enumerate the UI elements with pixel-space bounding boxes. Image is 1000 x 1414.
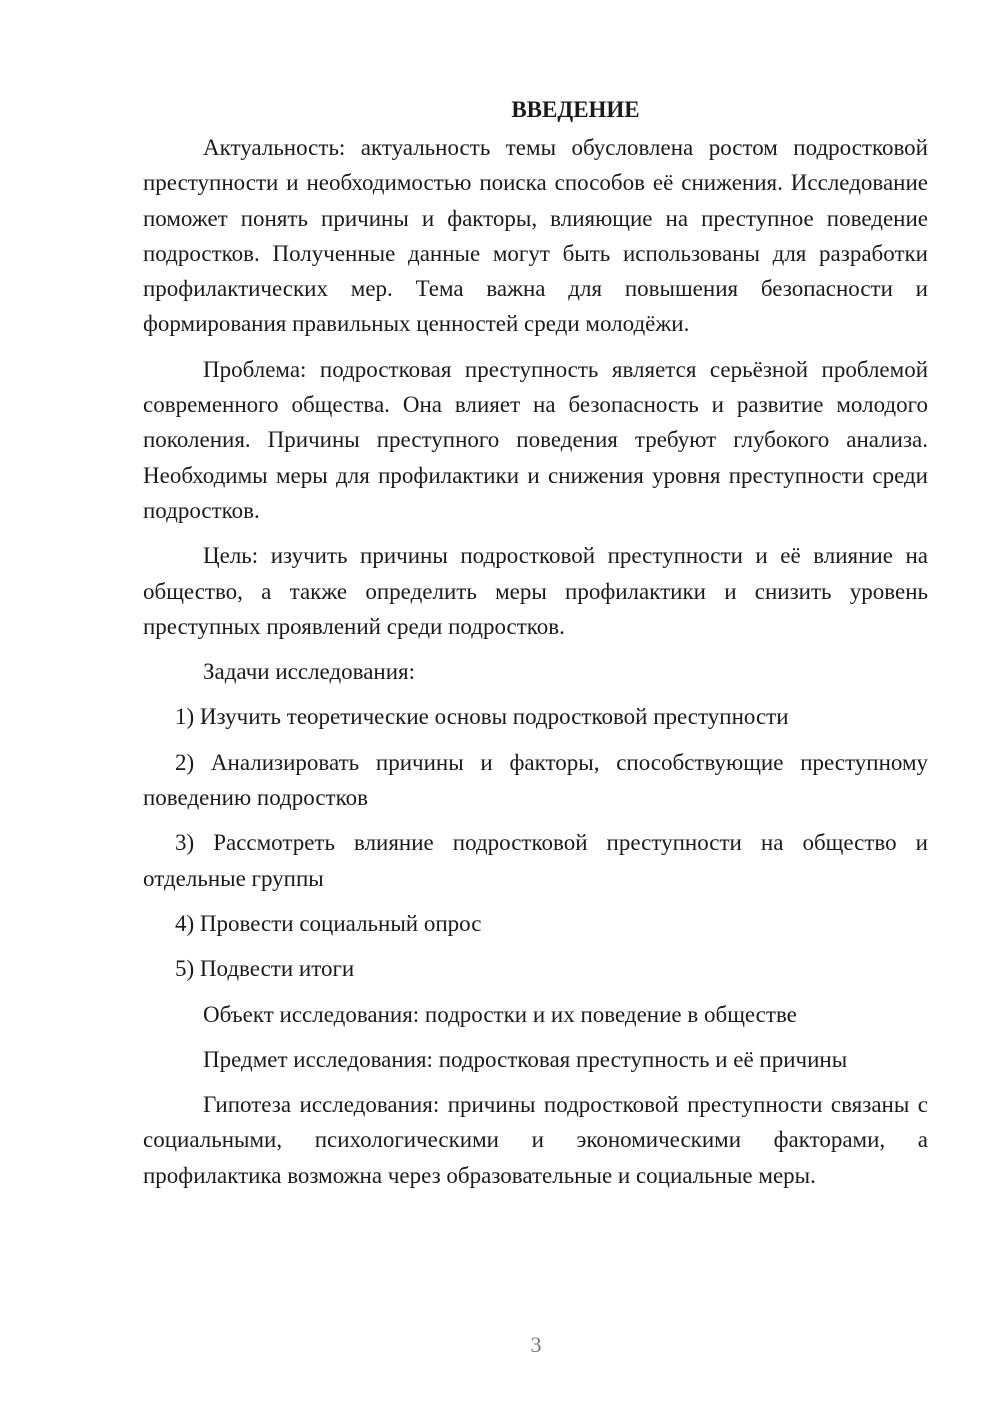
task-item-3: 3) Рассмотреть влияние подростковой преступности на общество и отдельные группы (143, 830, 928, 891)
task-item-2: 2) Анализировать причины и факторы, способствующие преступному поведению подростков (143, 749, 928, 811)
paragraph-object: Объект исследования: подростки и их поведение в обществе (203, 1001, 797, 1027)
paragraph-relevance: Актуальность: актуальность темы обусловлена ростом подростковой преступности и необходимостью поиска способов её снижения. Исследование поможет понять причины и факторы, влияющие на преступное поведение подростков. Полученные данные могут быть использованы для разработки профилактических мер. Тема важна для повышения безопасности и формирования правильных ценностей среди молодёжи. (143, 135, 928, 337)
task-item-4: 4) Провести социальный опрос (175, 910, 482, 936)
paragraph-problem: Проблема: подростковая преступность является серьёзной проблемой современного общества. Она влияет на безопасность и развитие молодого поколения. Причины преступного поведения требуют глубокого анализа. Необходимы меры для профилактики и снижения уровня преступности среди подростков. (143, 356, 928, 523)
paragraph-subject: Предмет исследования: подростковая преступность и её причины (203, 1046, 848, 1072)
page-content (143, 92, 928, 1203)
task-item-1: 1) Изучить теоретические основы подростковой преступности (175, 704, 789, 730)
section-heading: ВВЕДЕНИЕ (511, 97, 640, 122)
page-number: 3 (530, 1332, 542, 1357)
tasks-heading: Задачи исследования: (203, 659, 416, 685)
task-item-5: 5) Подвести итоги (175, 956, 355, 982)
paragraph-hypothesis: Гипотеза исследования: причины подростковой преступности связаны с социальными, психологическими и экономическими факторами, а профилактика возможна через образовательные и социальные меры. (143, 1092, 928, 1188)
paragraph-goal: Цель: изучить причины подростковой преступности и её влияние на общество, а также определить меры профилактики и снизить уровень преступных проявлений среди подростков. (143, 543, 928, 639)
